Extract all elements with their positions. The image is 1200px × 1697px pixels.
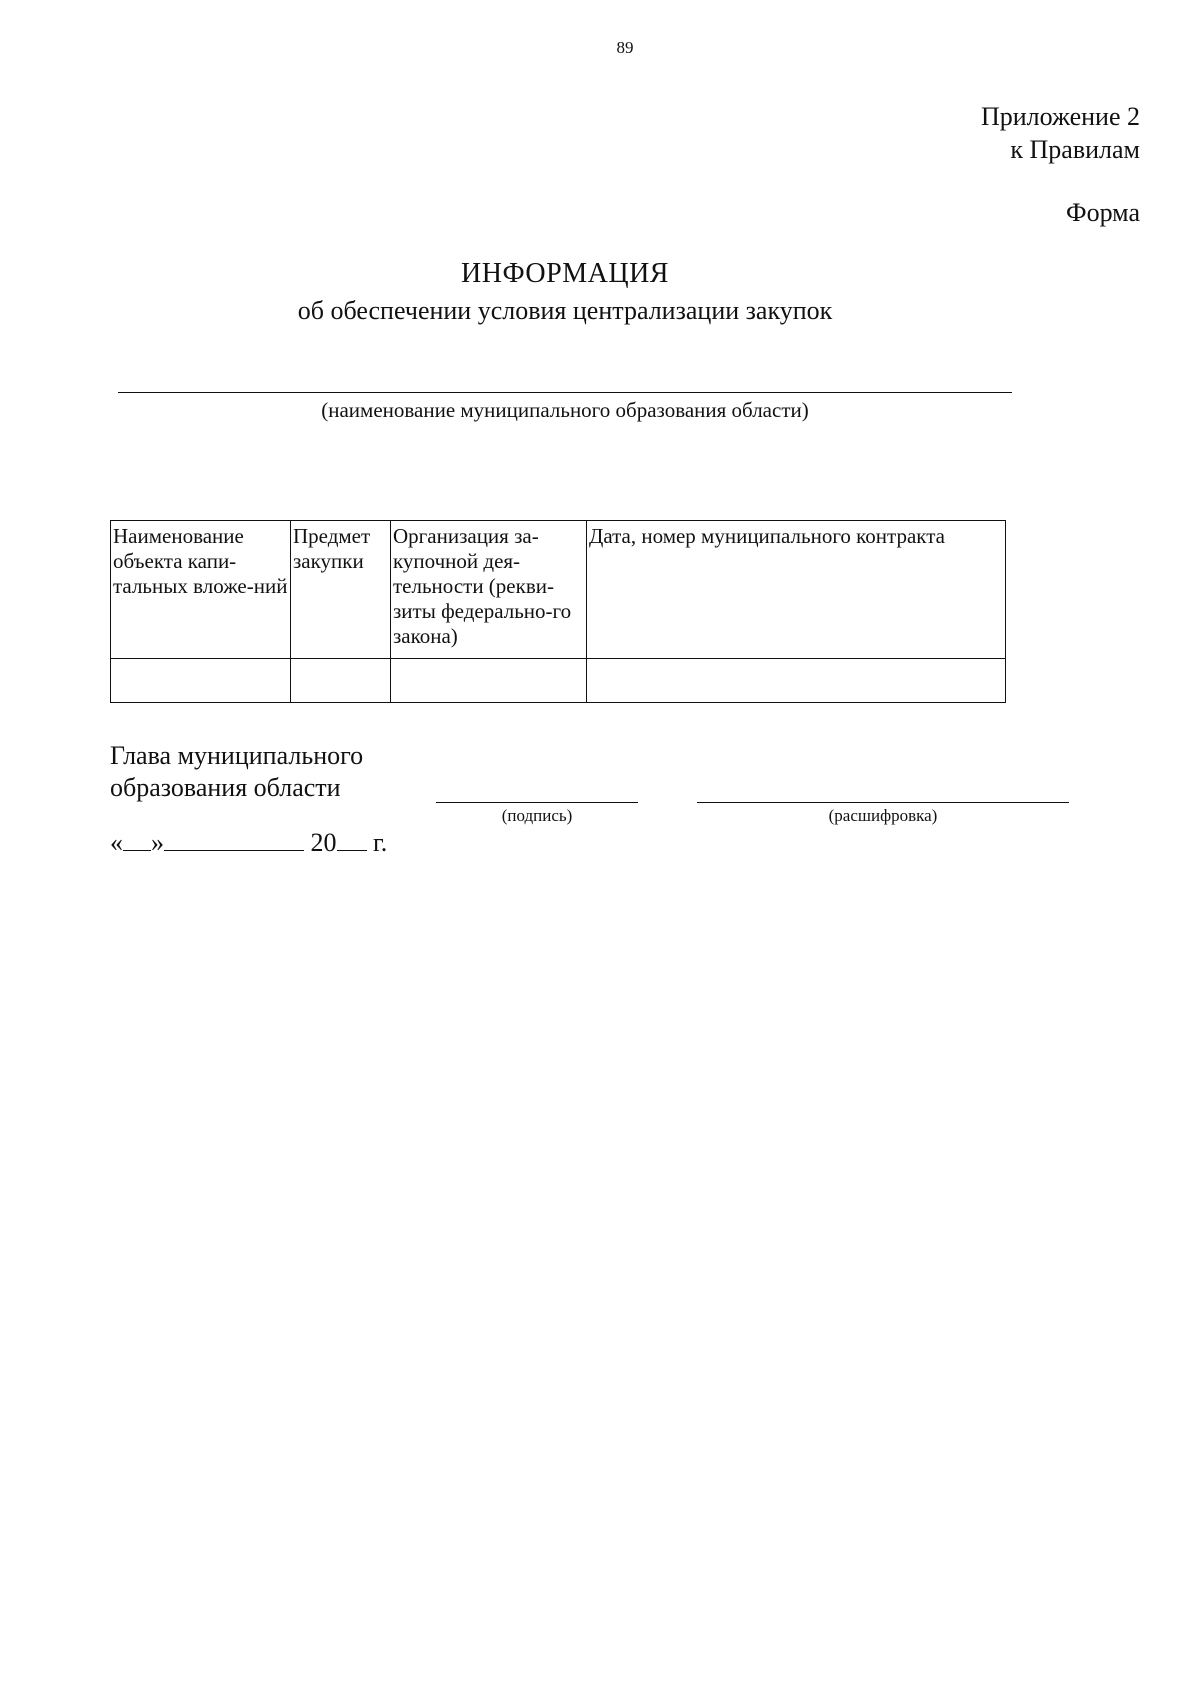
- header-capital-object: Наименование объекта капи-тальных вложе-ний: [111, 521, 291, 659]
- table-cell: [587, 659, 1006, 703]
- appendix-line-1: Приложение 2: [980, 102, 1140, 131]
- header-contract-date-number: Дата, номер муниципального контракта: [587, 521, 1006, 659]
- decoding-blank: [697, 802, 1069, 803]
- day-blank: [123, 826, 151, 851]
- document-subtitle: об обеспечении условия централизации закупок: [297, 296, 833, 325]
- table-cell: [111, 659, 291, 703]
- signer-line-2: образования области: [110, 773, 341, 802]
- form-label: Форма: [1066, 198, 1140, 227]
- municipality-name-caption: (наименование муниципального образования области): [321, 398, 809, 422]
- document-title: ИНФОРМАЦИЯ: [461, 258, 669, 289]
- table-row: [111, 659, 1006, 703]
- signer-title: [110, 740, 363, 804]
- month-blank: [164, 826, 304, 851]
- appendix-line-2: к Правилам: [1010, 135, 1140, 164]
- table-cell: [291, 659, 391, 703]
- table-header-row: [111, 521, 1006, 659]
- info-table: [110, 520, 1006, 703]
- page-number: 89: [616, 38, 634, 57]
- signer-line-1: Глава муниципального: [110, 741, 364, 770]
- date-close-quote: »: [151, 828, 164, 857]
- header-procurement-organization: Организация за-купочной дея-тельности (рекви-зиты федерально-го закона): [391, 521, 587, 659]
- year-suffix: г.: [373, 828, 388, 857]
- year-prefix: 20: [310, 828, 337, 857]
- header-purchase-subject: Предмет закупки: [291, 521, 391, 659]
- appendix-reference: [981, 100, 1140, 166]
- date-open-quote: «: [110, 828, 123, 857]
- decoding-caption: (расшифровка): [828, 806, 938, 825]
- signature-caption: (подпись): [501, 806, 573, 825]
- date-line: [110, 826, 387, 858]
- year-blank: [337, 826, 367, 851]
- table-cell: [391, 659, 587, 703]
- municipality-name-blank: [118, 392, 1012, 393]
- signature-blank: [436, 802, 638, 803]
